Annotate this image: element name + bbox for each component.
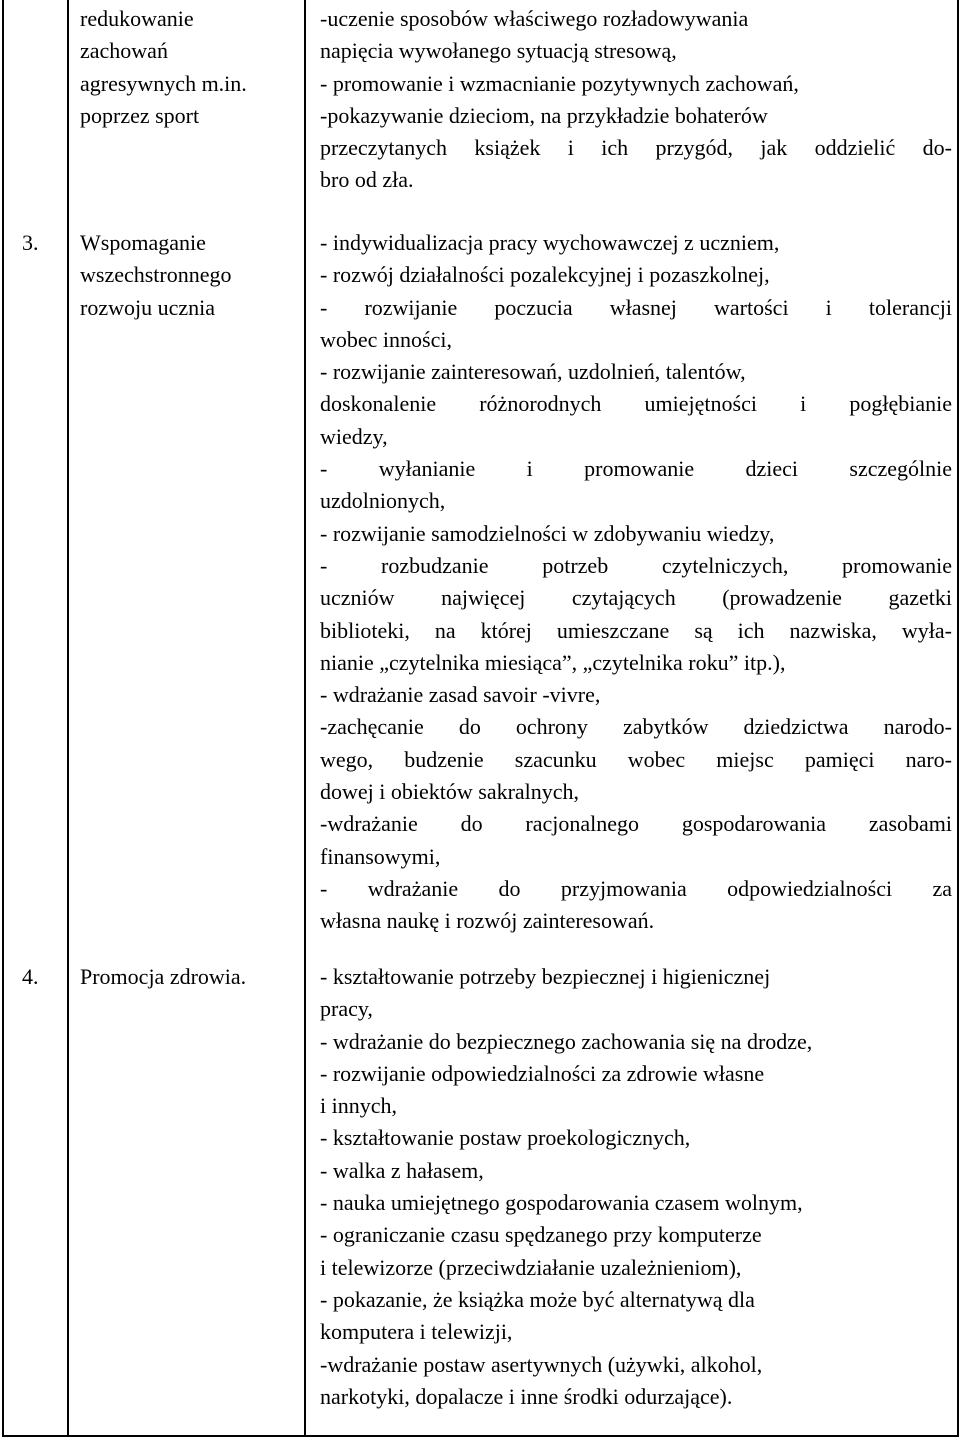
- content-line: - wyłanianie i promowanie dzieci szczególnie: [320, 456, 952, 482]
- row-content-health: [320, 961, 952, 1413]
- content-line: - walka z hałasem,: [320, 1157, 484, 1183]
- row-number: 4.: [22, 964, 39, 989]
- content-line: napięcia wywołanego sytuacją stresową,: [320, 38, 677, 64]
- content-line: -uczenie sposobów właściwego rozładowywania: [320, 6, 749, 31]
- content-line: - promowanie i wzmacnianie pozytywnych zachowań,: [320, 70, 799, 96]
- content-line: - kształtowanie postaw proekologicznych,: [320, 1125, 691, 1151]
- content-line: - nauka umiejętnego gospodarowania czasem wolnym,: [320, 1190, 803, 1216]
- content-line: bro od zła.: [320, 167, 414, 193]
- content-line: uzdolnionych,: [320, 488, 446, 514]
- content-line: -wdrażanie do racjonalnego gospodarowania zasobami: [320, 811, 952, 837]
- row-title-line: zachowań: [80, 38, 168, 64]
- row-title-line: wszechstronnego: [80, 262, 232, 288]
- row-number: 3.: [22, 230, 39, 255]
- row-title-line: poprzez sport: [80, 102, 200, 128]
- row-title-line: rozwoju ucznia: [80, 294, 215, 320]
- content-line: wiedzy,: [320, 423, 388, 449]
- row-title-aggression: [80, 3, 300, 132]
- content-line: pracy,: [320, 996, 373, 1022]
- row-title-line: Promocja zdrowia.: [80, 964, 247, 989]
- content-line: -pokazywanie dzieciom, na przykładzie bohaterów: [320, 102, 768, 128]
- content-line: - wdrażanie zasad savoir -vivre,: [320, 682, 601, 708]
- content-line: narkotyki, dopalacze i inne środki odurzające).: [320, 1383, 733, 1409]
- content-line: - ograniczanie czasu spędzanego przy komputerze: [320, 1222, 762, 1248]
- content-line: - pokazanie, że książka może być alternatywą dla: [320, 1286, 755, 1312]
- content-line: - wdrażanie do bezpiecznego zachowania się na drodze,: [320, 1028, 813, 1054]
- content-line: - rozwijanie samodzielności w zdobywaniu wiedzy,: [320, 520, 775, 546]
- content-line: - rozwijanie zainteresowań, uzdolnień, talentów,: [320, 359, 746, 385]
- program-table: [2, 0, 959, 1437]
- content-line: - rozwijanie odpowiedzialności za zdrowie własne: [320, 1060, 765, 1086]
- row-title-health: [80, 961, 300, 993]
- row-title-development: [80, 227, 300, 324]
- content-line: uczniów najwięcej czytających (prowadzenie gazetki: [320, 585, 952, 611]
- content-line: dowej i obiektów sakralnych,: [320, 779, 580, 805]
- column-divider-number: [67, 0, 69, 1435]
- content-line: - indywidualizacja pracy wychowawczej z uczniem,: [320, 230, 780, 255]
- row-content-aggression: [320, 3, 952, 197]
- content-line: - rozwój działalności pozalekcyjnej i pozaszkolnej,: [320, 262, 770, 288]
- content-line: wego, budzenie szacunku wobec miejsc pamięci naro-: [320, 746, 952, 772]
- content-line: komputera i telewizji,: [320, 1319, 513, 1345]
- content-line: własna naukę i rozwój zainteresowań.: [320, 908, 655, 934]
- content-line: przeczytanych książek i ich przygód, jak oddzielić do-: [320, 135, 952, 161]
- content-line: biblioteki, na której umieszczane są ich nazwiska, wyła-: [320, 617, 952, 643]
- content-line: -wdrażanie postaw asertywnych (używki, alkohol,: [320, 1351, 763, 1377]
- column-divider-title: [304, 0, 306, 1435]
- content-line: wobec inności,: [320, 326, 452, 352]
- content-line: - rozwijanie poczucia własnej wartości i tolerancji: [320, 294, 952, 320]
- row-title-line: Wspomaganie: [80, 230, 206, 255]
- content-line: i innych,: [320, 1093, 397, 1119]
- row-content-development: [320, 227, 952, 938]
- content-line: - kształtowanie potrzeby bezpiecznej i higienicznej: [320, 964, 771, 989]
- content-line: nianie „czytelnika miesiąca”, „czytelnika roku” itp.),: [320, 649, 786, 675]
- content-line: - rozbudzanie potrzeb czytelniczych, promowanie: [320, 552, 952, 578]
- content-line: i telewizorze (przeciwdziałanie uzależnieniom),: [320, 1254, 742, 1280]
- content-line: - wdrażanie do przyjmowania odpowiedzialności za: [320, 875, 952, 901]
- content-line: finansowymi,: [320, 843, 441, 869]
- row-title-line: redukowanie: [80, 6, 194, 31]
- row-title-line: agresywnych m.in.: [80, 70, 247, 96]
- content-line: doskonalenie różnorodnych umiejętności i pogłębianie: [320, 391, 952, 417]
- content-line: -zachęcanie do ochrony zabytków dziedzictwa narodo-: [320, 714, 952, 740]
